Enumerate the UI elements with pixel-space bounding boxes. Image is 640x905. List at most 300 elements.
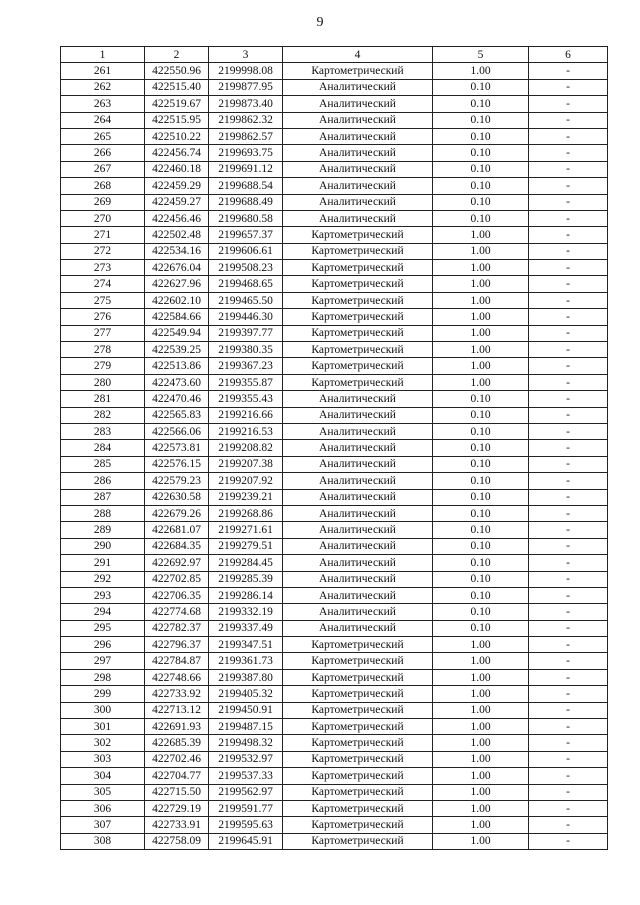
remark-cell: - <box>529 210 608 226</box>
point-number-cell: 299 <box>61 686 145 702</box>
y-coordinate-cell: 2199877.95 <box>209 79 283 95</box>
table-row <box>61 587 608 603</box>
x-coordinate-cell: 422566.06 <box>145 423 209 439</box>
accuracy-cell: 0.10 <box>433 161 529 177</box>
point-number-cell: 292 <box>61 571 145 587</box>
remark-cell: - <box>529 489 608 505</box>
x-coordinate-cell: 422549.94 <box>145 325 209 341</box>
table-row <box>61 456 608 472</box>
accuracy-cell: 1.00 <box>433 243 529 259</box>
remark-cell: - <box>529 555 608 571</box>
remark-cell: - <box>529 669 608 685</box>
accuracy-cell: 1.00 <box>433 817 529 833</box>
table-row <box>61 473 608 489</box>
x-coordinate-cell: 422704.77 <box>145 768 209 784</box>
x-coordinate-cell: 422602.10 <box>145 292 209 308</box>
method-cell: Аналитический <box>283 79 433 95</box>
remark-cell: - <box>529 79 608 95</box>
accuracy-cell: 1.00 <box>433 358 529 374</box>
point-number-cell: 298 <box>61 669 145 685</box>
method-cell: Картометрический <box>283 719 433 735</box>
table-row <box>61 145 608 161</box>
remark-cell: - <box>529 587 608 603</box>
accuracy-cell: 0.10 <box>433 178 529 194</box>
accuracy-cell: 0.10 <box>433 96 529 112</box>
point-number-cell: 296 <box>61 637 145 653</box>
remark-cell: - <box>529 309 608 325</box>
point-number-cell: 300 <box>61 702 145 718</box>
y-coordinate-cell: 2199487.15 <box>209 719 283 735</box>
table-row <box>61 292 608 308</box>
column-header: 2 <box>145 47 209 63</box>
remark-cell: - <box>529 161 608 177</box>
y-coordinate-cell: 2199465.50 <box>209 292 283 308</box>
table-row <box>61 260 608 276</box>
x-coordinate-cell: 422748.66 <box>145 669 209 685</box>
accuracy-cell: 0.10 <box>433 423 529 439</box>
method-cell: Картометрический <box>283 276 433 292</box>
point-number-cell: 276 <box>61 309 145 325</box>
x-coordinate-cell: 422733.91 <box>145 817 209 833</box>
x-coordinate-cell: 422573.81 <box>145 440 209 456</box>
table-row <box>61 768 608 784</box>
table-row <box>61 571 608 587</box>
accuracy-cell: 1.00 <box>433 653 529 669</box>
table-row <box>61 423 608 439</box>
method-cell: Картометрический <box>283 702 433 718</box>
y-coordinate-cell: 2199367.23 <box>209 358 283 374</box>
accuracy-cell: 1.00 <box>433 276 529 292</box>
y-coordinate-cell: 2199591.77 <box>209 800 283 816</box>
method-cell: Картометрический <box>283 342 433 358</box>
x-coordinate-cell: 422796.37 <box>145 637 209 653</box>
accuracy-cell: 0.10 <box>433 407 529 423</box>
x-coordinate-cell: 422519.67 <box>145 96 209 112</box>
table-row <box>61 522 608 538</box>
remark-cell: - <box>529 735 608 751</box>
remark-cell: - <box>529 719 608 735</box>
method-cell: Картометрический <box>283 784 433 800</box>
method-cell: Картометрический <box>283 751 433 767</box>
y-coordinate-cell: 2199606.61 <box>209 243 283 259</box>
table-row <box>61 96 608 112</box>
point-number-cell: 304 <box>61 768 145 784</box>
remark-cell: - <box>529 243 608 259</box>
method-cell: Картометрический <box>283 227 433 243</box>
method-cell: Картометрический <box>283 292 433 308</box>
table-row <box>61 719 608 735</box>
method-cell: Аналитический <box>283 391 433 407</box>
remark-cell: - <box>529 374 608 390</box>
table-row <box>61 686 608 702</box>
remark-cell: - <box>529 637 608 653</box>
point-number-cell: 265 <box>61 128 145 144</box>
y-coordinate-cell: 2199207.92 <box>209 473 283 489</box>
table-row <box>61 784 608 800</box>
remark-cell: - <box>529 358 608 374</box>
point-number-cell: 272 <box>61 243 145 259</box>
method-cell: Картометрический <box>283 358 433 374</box>
table-row <box>61 620 608 636</box>
method-cell: Картометрический <box>283 817 433 833</box>
method-cell: Аналитический <box>283 571 433 587</box>
table-row <box>61 178 608 194</box>
table-row <box>61 604 608 620</box>
y-coordinate-cell: 2199680.58 <box>209 210 283 226</box>
method-cell: Картометрический <box>283 686 433 702</box>
table-row <box>61 276 608 292</box>
x-coordinate-cell: 422459.29 <box>145 178 209 194</box>
table-row <box>61 194 608 210</box>
table-row <box>61 669 608 685</box>
point-number-cell: 291 <box>61 555 145 571</box>
accuracy-cell: 0.10 <box>433 587 529 603</box>
remark-cell: - <box>529 768 608 784</box>
accuracy-cell: 0.10 <box>433 505 529 521</box>
table-row <box>61 702 608 718</box>
x-coordinate-cell: 422513.86 <box>145 358 209 374</box>
table-row <box>61 342 608 358</box>
point-number-cell: 301 <box>61 719 145 735</box>
y-coordinate-cell: 2199271.61 <box>209 522 283 538</box>
method-cell: Аналитический <box>283 161 433 177</box>
method-cell: Аналитический <box>283 522 433 538</box>
y-coordinate-cell: 2199862.57 <box>209 128 283 144</box>
x-coordinate-cell: 422713.12 <box>145 702 209 718</box>
table-row <box>61 735 608 751</box>
x-coordinate-cell: 422715.50 <box>145 784 209 800</box>
table-header <box>61 47 608 63</box>
accuracy-cell: 1.00 <box>433 702 529 718</box>
y-coordinate-cell: 2199332.19 <box>209 604 283 620</box>
point-number-cell: 277 <box>61 325 145 341</box>
point-number-cell: 285 <box>61 456 145 472</box>
remark-cell: - <box>529 456 608 472</box>
method-cell: Картометрический <box>283 260 433 276</box>
method-cell: Картометрический <box>283 637 433 653</box>
remark-cell: - <box>529 145 608 161</box>
x-coordinate-cell: 422473.60 <box>145 374 209 390</box>
point-number-cell: 266 <box>61 145 145 161</box>
y-coordinate-cell: 2199998.08 <box>209 63 283 79</box>
x-coordinate-cell: 422456.74 <box>145 145 209 161</box>
x-coordinate-cell: 422539.25 <box>145 342 209 358</box>
y-coordinate-cell: 2199688.54 <box>209 178 283 194</box>
y-coordinate-cell: 2199468.65 <box>209 276 283 292</box>
y-coordinate-cell: 2199405.32 <box>209 686 283 702</box>
point-number-cell: 286 <box>61 473 145 489</box>
y-coordinate-cell: 2199498.32 <box>209 735 283 751</box>
x-coordinate-cell: 422534.16 <box>145 243 209 259</box>
method-cell: Аналитический <box>283 538 433 554</box>
point-number-cell: 288 <box>61 505 145 521</box>
x-coordinate-cell: 422702.46 <box>145 751 209 767</box>
x-coordinate-cell: 422729.19 <box>145 800 209 816</box>
method-cell: Аналитический <box>283 96 433 112</box>
accuracy-cell: 1.00 <box>433 768 529 784</box>
accuracy-cell: 1.00 <box>433 751 529 767</box>
y-coordinate-cell: 2199216.66 <box>209 407 283 423</box>
method-cell: Аналитический <box>283 473 433 489</box>
header-row <box>61 47 608 63</box>
point-number-cell: 264 <box>61 112 145 128</box>
remark-cell: - <box>529 440 608 456</box>
table-row <box>61 128 608 144</box>
column-header: 3 <box>209 47 283 63</box>
table-row <box>61 751 608 767</box>
point-number-cell: 294 <box>61 604 145 620</box>
y-coordinate-cell: 2199387.80 <box>209 669 283 685</box>
y-coordinate-cell: 2199216.53 <box>209 423 283 439</box>
method-cell: Картометрический <box>283 309 433 325</box>
table-row <box>61 489 608 505</box>
method-cell: Аналитический <box>283 194 433 210</box>
remark-cell: - <box>529 686 608 702</box>
accuracy-cell: 0.10 <box>433 79 529 95</box>
accuracy-cell: 0.10 <box>433 473 529 489</box>
x-coordinate-cell: 422685.39 <box>145 735 209 751</box>
x-coordinate-cell: 422579.23 <box>145 473 209 489</box>
point-number-cell: 273 <box>61 260 145 276</box>
y-coordinate-cell: 2199284.45 <box>209 555 283 571</box>
column-header: 4 <box>283 47 433 63</box>
y-coordinate-cell: 2199562.97 <box>209 784 283 800</box>
table-row <box>61 653 608 669</box>
table-row <box>61 637 608 653</box>
x-coordinate-cell: 422565.83 <box>145 407 209 423</box>
point-number-cell: 283 <box>61 423 145 439</box>
x-coordinate-cell: 422502.48 <box>145 227 209 243</box>
remark-cell: - <box>529 276 608 292</box>
table-row <box>61 309 608 325</box>
remark-cell: - <box>529 227 608 243</box>
remark-cell: - <box>529 96 608 112</box>
remark-cell: - <box>529 784 608 800</box>
remark-cell: - <box>529 407 608 423</box>
remark-cell: - <box>529 342 608 358</box>
x-coordinate-cell: 422515.40 <box>145 79 209 95</box>
table-row <box>61 358 608 374</box>
table-row <box>61 391 608 407</box>
x-coordinate-cell: 422676.04 <box>145 260 209 276</box>
method-cell: Аналитический <box>283 178 433 194</box>
table-row <box>61 374 608 390</box>
table-row <box>61 407 608 423</box>
accuracy-cell: 0.10 <box>433 128 529 144</box>
accuracy-cell: 1.00 <box>433 63 529 79</box>
x-coordinate-cell: 422460.18 <box>145 161 209 177</box>
point-number-cell: 261 <box>61 63 145 79</box>
remark-cell: - <box>529 817 608 833</box>
accuracy-cell: 0.10 <box>433 456 529 472</box>
remark-cell: - <box>529 194 608 210</box>
point-number-cell: 302 <box>61 735 145 751</box>
y-coordinate-cell: 2199207.38 <box>209 456 283 472</box>
accuracy-cell: 0.10 <box>433 112 529 128</box>
y-coordinate-cell: 2199595.63 <box>209 817 283 833</box>
remark-cell: - <box>529 178 608 194</box>
method-cell: Картометрический <box>283 768 433 784</box>
x-coordinate-cell: 422782.37 <box>145 620 209 636</box>
point-number-cell: 271 <box>61 227 145 243</box>
method-cell: Аналитический <box>283 587 433 603</box>
y-coordinate-cell: 2199355.43 <box>209 391 283 407</box>
method-cell: Аналитический <box>283 456 433 472</box>
accuracy-cell: 1.00 <box>433 227 529 243</box>
remark-cell: - <box>529 800 608 816</box>
y-coordinate-cell: 2199862.32 <box>209 112 283 128</box>
y-coordinate-cell: 2199691.12 <box>209 161 283 177</box>
table-row <box>61 161 608 177</box>
x-coordinate-cell: 422550.96 <box>145 63 209 79</box>
accuracy-cell: 0.10 <box>433 522 529 538</box>
table-row <box>61 63 608 79</box>
y-coordinate-cell: 2199279.51 <box>209 538 283 554</box>
accuracy-cell: 1.00 <box>433 342 529 358</box>
accuracy-cell: 0.10 <box>433 571 529 587</box>
table-row <box>61 112 608 128</box>
accuracy-cell: 0.10 <box>433 210 529 226</box>
accuracy-cell: 0.10 <box>433 604 529 620</box>
remark-cell: - <box>529 325 608 341</box>
point-number-cell: 270 <box>61 210 145 226</box>
accuracy-cell: 1.00 <box>433 637 529 653</box>
point-number-cell: 307 <box>61 817 145 833</box>
accuracy-cell: 1.00 <box>433 784 529 800</box>
accuracy-cell: 0.10 <box>433 489 529 505</box>
remark-cell: - <box>529 702 608 718</box>
x-coordinate-cell: 422733.92 <box>145 686 209 702</box>
x-coordinate-cell: 422576.15 <box>145 456 209 472</box>
remark-cell: - <box>529 473 608 489</box>
y-coordinate-cell: 2199537.33 <box>209 768 283 784</box>
accuracy-cell: 1.00 <box>433 686 529 702</box>
x-coordinate-cell: 422692.97 <box>145 555 209 571</box>
accuracy-cell: 0.10 <box>433 391 529 407</box>
y-coordinate-cell: 2199355.87 <box>209 374 283 390</box>
remark-cell: - <box>529 260 608 276</box>
remark-cell: - <box>529 751 608 767</box>
point-number-cell: 275 <box>61 292 145 308</box>
point-number-cell: 268 <box>61 178 145 194</box>
x-coordinate-cell: 422758.09 <box>145 833 209 849</box>
table-row <box>61 210 608 226</box>
y-coordinate-cell: 2199657.37 <box>209 227 283 243</box>
point-number-cell: 279 <box>61 358 145 374</box>
table-row <box>61 227 608 243</box>
x-coordinate-cell: 422630.58 <box>145 489 209 505</box>
accuracy-cell: 1.00 <box>433 669 529 685</box>
remark-cell: - <box>529 571 608 587</box>
table-row <box>61 538 608 554</box>
method-cell: Аналитический <box>283 555 433 571</box>
method-cell: Аналитический <box>283 489 433 505</box>
accuracy-cell: 0.10 <box>433 194 529 210</box>
table-row <box>61 243 608 259</box>
x-coordinate-cell: 422706.35 <box>145 587 209 603</box>
method-cell: Аналитический <box>283 407 433 423</box>
y-coordinate-cell: 2199645.91 <box>209 833 283 849</box>
y-coordinate-cell: 2199286.14 <box>209 587 283 603</box>
method-cell: Аналитический <box>283 505 433 521</box>
x-coordinate-cell: 422459.27 <box>145 194 209 210</box>
point-number-cell: 274 <box>61 276 145 292</box>
y-coordinate-cell: 2199239.21 <box>209 489 283 505</box>
x-coordinate-cell: 422515.95 <box>145 112 209 128</box>
point-number-cell: 303 <box>61 751 145 767</box>
x-coordinate-cell: 422679.26 <box>145 505 209 521</box>
table-row <box>61 325 608 341</box>
method-cell: Картометрический <box>283 374 433 390</box>
table-row <box>61 440 608 456</box>
y-coordinate-cell: 2199693.75 <box>209 145 283 161</box>
y-coordinate-cell: 2199446.30 <box>209 309 283 325</box>
method-cell: Картометрический <box>283 243 433 259</box>
method-cell: Картометрический <box>283 800 433 816</box>
point-number-cell: 287 <box>61 489 145 505</box>
point-number-cell: 293 <box>61 587 145 603</box>
method-cell: Аналитический <box>283 423 433 439</box>
x-coordinate-cell: 422684.35 <box>145 538 209 554</box>
accuracy-cell: 1.00 <box>433 833 529 849</box>
y-coordinate-cell: 2199397.77 <box>209 325 283 341</box>
y-coordinate-cell: 2199450.91 <box>209 702 283 718</box>
y-coordinate-cell: 2199268.86 <box>209 505 283 521</box>
remark-cell: - <box>529 604 608 620</box>
point-number-cell: 262 <box>61 79 145 95</box>
y-coordinate-cell: 2199873.40 <box>209 96 283 112</box>
y-coordinate-cell: 2199208.82 <box>209 440 283 456</box>
remark-cell: - <box>529 833 608 849</box>
y-coordinate-cell: 2199508.23 <box>209 260 283 276</box>
accuracy-cell: 1.00 <box>433 735 529 751</box>
accuracy-cell: 1.00 <box>433 800 529 816</box>
method-cell: Аналитический <box>283 210 433 226</box>
table-row <box>61 833 608 849</box>
x-coordinate-cell: 422584.66 <box>145 309 209 325</box>
table-row <box>61 817 608 833</box>
table-body <box>61 63 608 850</box>
accuracy-cell: 0.10 <box>433 538 529 554</box>
accuracy-cell: 0.10 <box>433 555 529 571</box>
accuracy-cell: 1.00 <box>433 325 529 341</box>
x-coordinate-cell: 422681.07 <box>145 522 209 538</box>
x-coordinate-cell: 422784.87 <box>145 653 209 669</box>
accuracy-cell: 1.00 <box>433 374 529 390</box>
method-cell: Аналитический <box>283 440 433 456</box>
y-coordinate-cell: 2199380.35 <box>209 342 283 358</box>
method-cell: Аналитический <box>283 145 433 161</box>
remark-cell: - <box>529 112 608 128</box>
y-coordinate-cell: 2199688.49 <box>209 194 283 210</box>
point-number-cell: 297 <box>61 653 145 669</box>
accuracy-cell: 0.10 <box>433 145 529 161</box>
method-cell: Аналитический <box>283 604 433 620</box>
point-number-cell: 290 <box>61 538 145 554</box>
accuracy-cell: 1.00 <box>433 260 529 276</box>
page-number: 9 <box>316 15 324 30</box>
accuracy-cell: 0.10 <box>433 620 529 636</box>
y-coordinate-cell: 2199285.39 <box>209 571 283 587</box>
remark-cell: - <box>529 522 608 538</box>
remark-cell: - <box>529 653 608 669</box>
remark-cell: - <box>529 63 608 79</box>
remark-cell: - <box>529 128 608 144</box>
method-cell: Картометрический <box>283 653 433 669</box>
remark-cell: - <box>529 538 608 554</box>
x-coordinate-cell: 422456.46 <box>145 210 209 226</box>
table-row <box>61 555 608 571</box>
